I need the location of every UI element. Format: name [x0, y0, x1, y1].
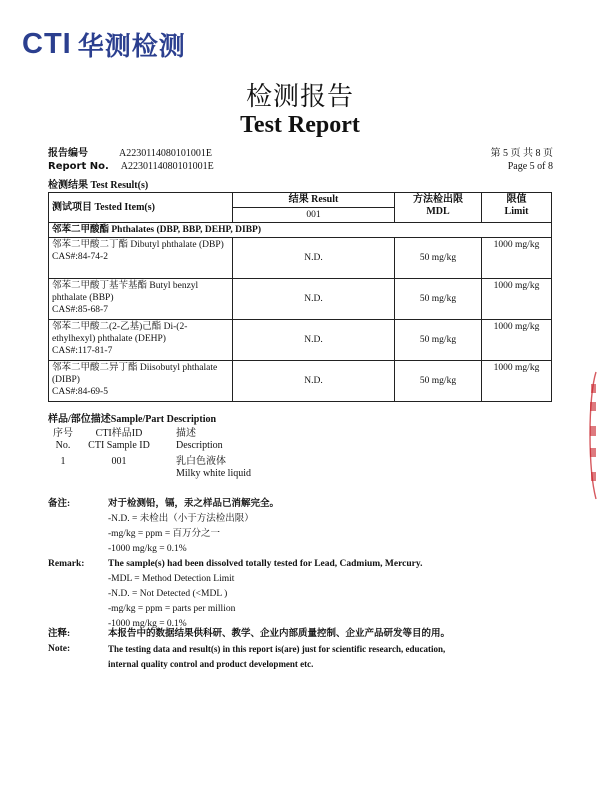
item-name: 邻苯二甲酸二丁酯 Dibutyl phthalate (DBP) [52, 240, 224, 250]
company-logo [22, 26, 186, 63]
header-limit-en: Limit [504, 206, 529, 217]
notes-label-cn: 备注: [48, 499, 71, 509]
remark-label: Remark: [48, 559, 85, 569]
remark-line: The sample(s) had been dissolved totally tested for Lead, Cadmium, Mercury. [108, 559, 423, 569]
logo-brand: CTI [22, 28, 72, 60]
sample-desc-en: Milky white liquid [176, 468, 251, 479]
group-row: 邻苯二甲酸酯 Phthalates (DBP, BBP, DEHP, DIBP) [49, 223, 552, 238]
note-text-line: internal quality control and product development etc. [108, 659, 314, 669]
limit-cell: 1000 mg/kg [482, 361, 552, 402]
remark-line: -MDL = Method Detection Limit [108, 574, 235, 584]
zhushi-text: 本报告中的数据结果供科研、教学、企业内部质量控制、企业产品研发等目的用。 [108, 629, 451, 639]
table-row [49, 238, 552, 279]
notes-cn-block [108, 497, 548, 557]
header-mdl [395, 193, 482, 223]
report-no-value: A2230114080101001E [119, 148, 212, 159]
sample-id-value: 001 [111, 456, 127, 467]
logo-name-cn: 华测检测 [77, 32, 186, 62]
page-indicator [440, 147, 553, 173]
sample-desc-cn: 乳白色液体 [176, 456, 226, 467]
item-cell [49, 361, 233, 402]
header-limit [482, 193, 552, 223]
page-cn: 第 5 页 共 8 页 [490, 148, 553, 159]
sample-col-desc-cn: 描述 [176, 428, 196, 439]
sample-heading: 样品/部位描述Sample/Part Description [48, 414, 217, 425]
limit-cell: 1000 mg/kg [482, 320, 552, 361]
sample-no-value: 1 [60, 456, 66, 467]
result-cell: N.D. [233, 238, 395, 279]
item-cell [49, 279, 233, 320]
item-cas: CAS#:85-68-7 [52, 305, 108, 315]
item-cas: CAS#:84-74-2 [52, 252, 108, 262]
header-result: 结果 Result [233, 193, 395, 208]
report-title-cn: 检测报告 [245, 82, 354, 112]
remark-line: -1000 mg/kg = 0.1% [108, 619, 187, 629]
header-mdl-cn: 方法检出限 [413, 194, 463, 205]
report-title-en: Test Report [240, 112, 360, 138]
header-result-id: 001 [233, 208, 395, 223]
mdl-cell: 50 mg/kg [395, 279, 482, 320]
item-name: 邻苯二甲酸二(2-乙基)己酯 Di-(2-ethylhexyl) phthalate (DEHP) [52, 322, 188, 344]
sample-col-id-en: CTI Sample ID [88, 440, 150, 451]
remark-line: -N.D. = Not Detected (<MDL ) [108, 589, 228, 599]
sample-col-desc [176, 428, 296, 480]
report-no-label-cn: 报告编号 [48, 148, 88, 159]
sample-col-no [48, 428, 78, 468]
report-number-block [48, 147, 214, 173]
sample-col-id [84, 428, 154, 468]
sample-col-no-en: No. [55, 440, 71, 451]
report-no-label-en: Report No. [48, 161, 109, 172]
item-name: 邻苯二甲酸丁基苄基酯 Butyl benzyl phthalate (BBP) [52, 281, 199, 303]
notes-cn-line: 对于检测铅，镉，汞之样品已消解完全。 [108, 499, 280, 509]
sample-col-no-cn: 序号 [53, 428, 73, 439]
results-heading: 检测结果 Test Result(s) [48, 180, 149, 191]
mdl-cell: 50 mg/kg [395, 361, 482, 402]
note-text-line: The testing data and result(s) in this report is(are) just for scientific research, education, [108, 644, 446, 654]
notes-cn-line: -mg/kg = ppm = 百万分之一 [108, 529, 221, 539]
result-cell: N.D. [233, 279, 395, 320]
note-text [108, 642, 558, 672]
mdl-cell: 50 mg/kg [395, 238, 482, 279]
notes-cn-line: -N.D. = 未检出（小于方法检出限） [108, 514, 254, 524]
table-row [49, 320, 552, 361]
zhushi-label: 注释: [48, 629, 71, 639]
remark-line: -mg/kg = ppm = parts per million [108, 604, 236, 614]
page-en: Page 5 of 8 [507, 161, 553, 172]
limit-cell: 1000 mg/kg [482, 238, 552, 279]
header-limit-cn: 限值 [506, 194, 527, 205]
item-cell [49, 320, 233, 361]
mdl-cell: 50 mg/kg [395, 320, 482, 361]
item-cell [49, 238, 233, 279]
item-cas: CAS#:117-81-7 [52, 346, 113, 356]
header-item: 测试项目 Tested Item(s) [49, 193, 233, 223]
notes-cn-line: -1000 mg/kg = 0.1% [108, 544, 187, 554]
result-cell: N.D. [233, 361, 395, 402]
results-table [48, 192, 552, 402]
item-name: 邻苯二甲酸二异丁酯 Diisobutyl phthalate (DIBP) [52, 363, 218, 385]
limit-cell: 1000 mg/kg [482, 279, 552, 320]
header-mdl-en: MDL [426, 206, 450, 217]
result-cell: N.D. [233, 320, 395, 361]
note-label: Note: [48, 644, 71, 654]
remark-block [108, 557, 558, 632]
report-no-value-2: A2230114080101001E [120, 161, 214, 172]
table-row [49, 361, 552, 402]
sample-col-desc-en: Description [176, 440, 223, 451]
sample-col-id-cn: CTI样品ID [95, 428, 143, 439]
table-row [49, 279, 552, 320]
seal-stamp-edge [586, 368, 600, 503]
item-cas: CAS#:84-69-5 [52, 387, 108, 397]
